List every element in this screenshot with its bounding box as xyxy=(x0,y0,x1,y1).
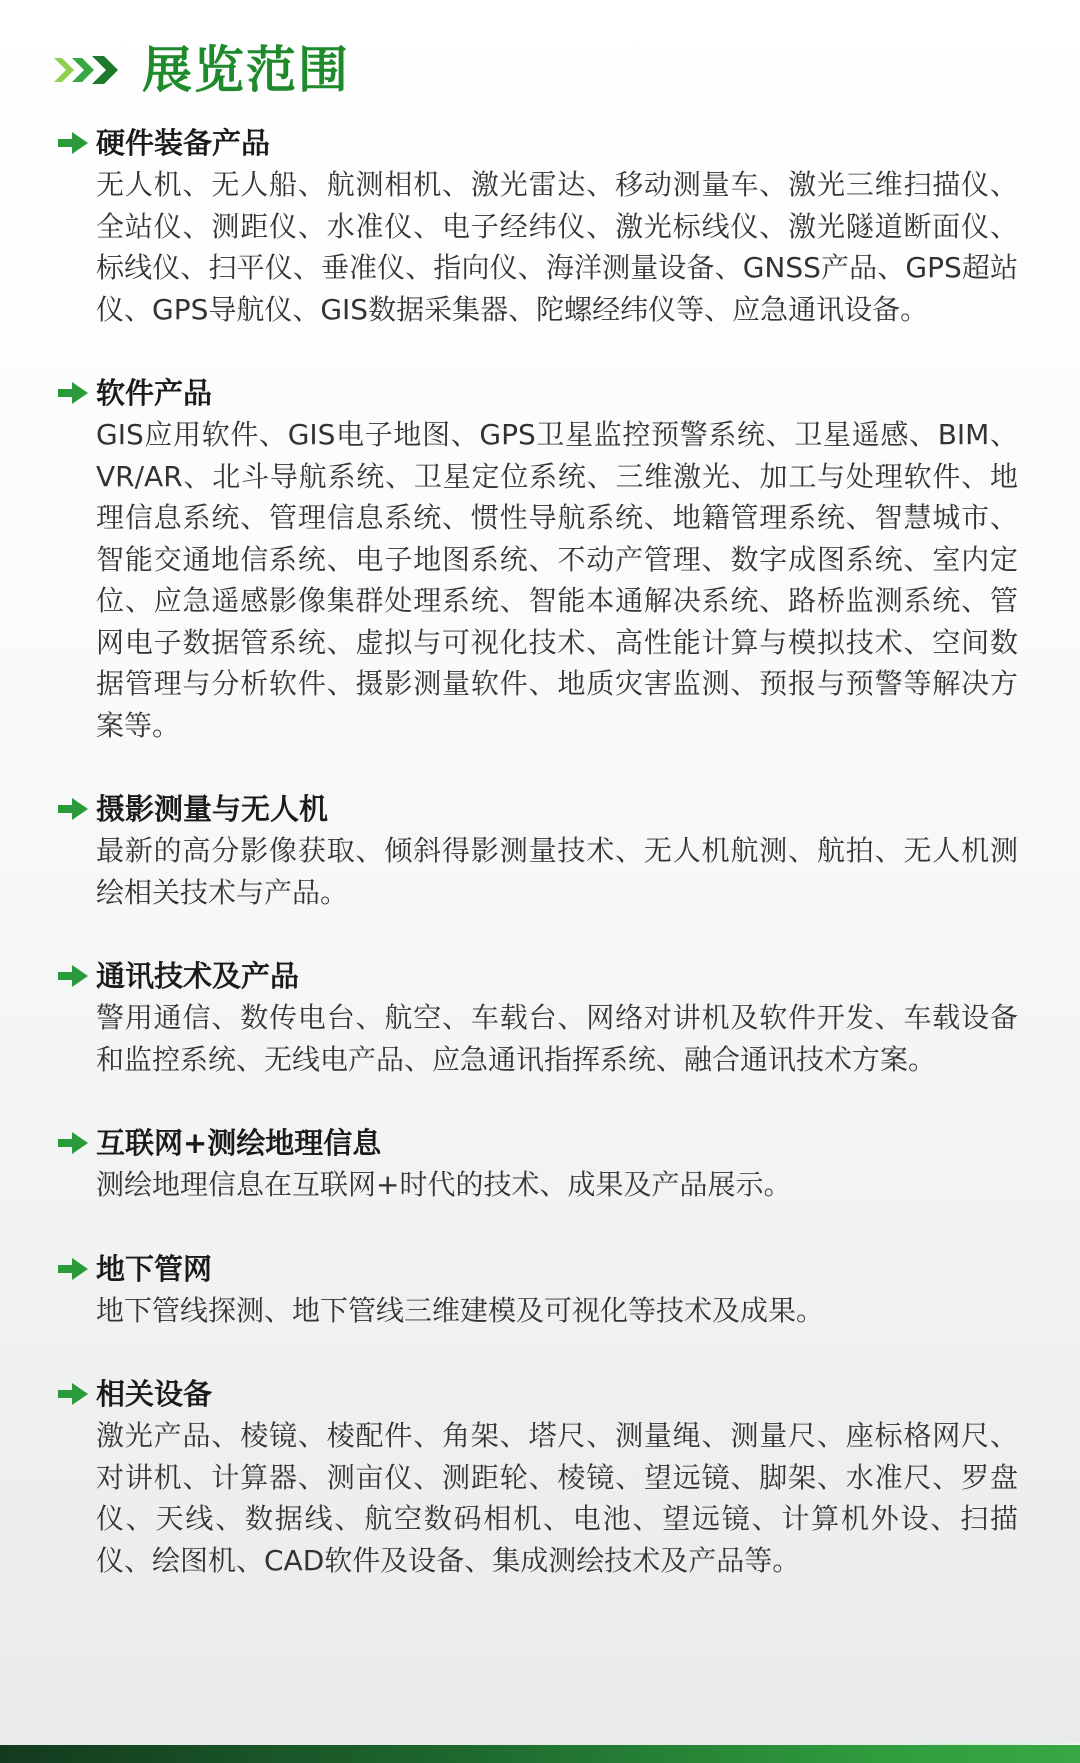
triple-chevron-icon xyxy=(54,50,126,90)
section-title: 地下管网 xyxy=(96,1251,213,1286)
section-header xyxy=(58,788,1018,830)
section-internet-geoinfo xyxy=(58,1122,1018,1206)
section-body: 激光产品、棱镜、棱配件、角架、塔尺、测量绳、测量尺、座标格网尺、对讲机、计算器、测亩仪、测距轮、棱镜、望远镜、脚架、水准尺、罗盘仪、天线、数据线、航空数码相机、电池、望远镜、计算机外设、扫描仪、绘图机、CAD软件及设备、集成测绘技术及产品等。 xyxy=(96,1419,1018,1577)
section-title: 硬件装备产品 xyxy=(96,126,271,160)
section-body: 地下管线探测、地下管线三维建模及可视化等技术及成果。 xyxy=(96,1293,825,1327)
footer-bar xyxy=(0,1745,1080,1763)
section-header xyxy=(58,122,1018,164)
section-title: 互联网+测绘地理信息 xyxy=(96,1126,382,1160)
section-header xyxy=(58,372,1018,414)
page-title: 展览范围 xyxy=(142,41,350,99)
section-related-equipment xyxy=(58,1373,1018,1581)
right-arrow-icon xyxy=(58,1257,90,1281)
section-hardware xyxy=(58,122,1018,330)
section-title: 相关设备 xyxy=(96,1377,213,1411)
section-title: 软件产品 xyxy=(96,376,213,410)
section-photogrammetry xyxy=(58,788,1018,913)
section-list xyxy=(58,122,1018,1623)
section-title: 摄影测量与无人机 xyxy=(96,792,329,826)
section-underground-pipeline xyxy=(58,1248,1018,1332)
right-arrow-icon xyxy=(58,381,90,405)
section-software xyxy=(58,372,1018,746)
right-arrow-icon xyxy=(58,964,90,988)
right-arrow-icon xyxy=(58,797,90,821)
section-body: GIS应用软件、GIS电子地图、GPS卫星监控预警系统、卫星遥感、BIM、VR/AR、北斗导航系统、卫星定位系统、三维激光、加工与处理软件、地理信息系统、管理信息系统、惯性导航系统、地籍管理系统、智慧城市、智能交通地信系统、电子地图系统、不动产管理、数字成图系统、室内定位、应急遥感影像集群处理系统、智能本通解决系统、路桥监测系统、管网电子数据管系统、虚拟与可视化技术、高性能计算与模拟技术、空间数据管理与分析软件、摄影测量软件、地质灾害监测、预报与预警等解决方案等。 xyxy=(96,418,1018,742)
section-header xyxy=(58,1122,1018,1164)
header xyxy=(54,38,350,102)
section-communication xyxy=(58,955,1018,1080)
section-header xyxy=(58,1248,1018,1290)
right-arrow-icon xyxy=(58,1131,90,1155)
section-body: 警用通信、数传电台、航空、车载台、网络对讲机及软件开发、车载设备和监控系统、无线电产品、应急通讯指挥系统、融合通讯技术方案。 xyxy=(96,1001,1018,1076)
right-arrow-icon xyxy=(58,1382,90,1406)
section-body: 测绘地理信息在互联网+时代的技术、成果及产品展示。 xyxy=(96,1168,792,1201)
section-header xyxy=(58,1373,1018,1415)
section-header xyxy=(58,955,1018,997)
section-body: 无人机、无人船、航测相机、激光雷达、移动测量车、激光三维扫描仪、全站仪、测距仪、水准仪、电子经纬仪、激光标线仪、激光隧道断面仪、标线仪、扫平仪、垂准仪、指向仪、海洋测量设备、GNSS产品、GPS超站仪、GPS导航仪、GIS数据采集器、陀螺经纬仪等、应急通讯设备。 xyxy=(96,168,1018,326)
section-title: 通讯技术及产品 xyxy=(96,959,300,993)
section-body: 最新的高分影像获取、倾斜得影测量技术、无人机航测、航拍、无人机测绘相关技术与产品。 xyxy=(96,834,1018,909)
right-arrow-icon xyxy=(58,131,90,155)
